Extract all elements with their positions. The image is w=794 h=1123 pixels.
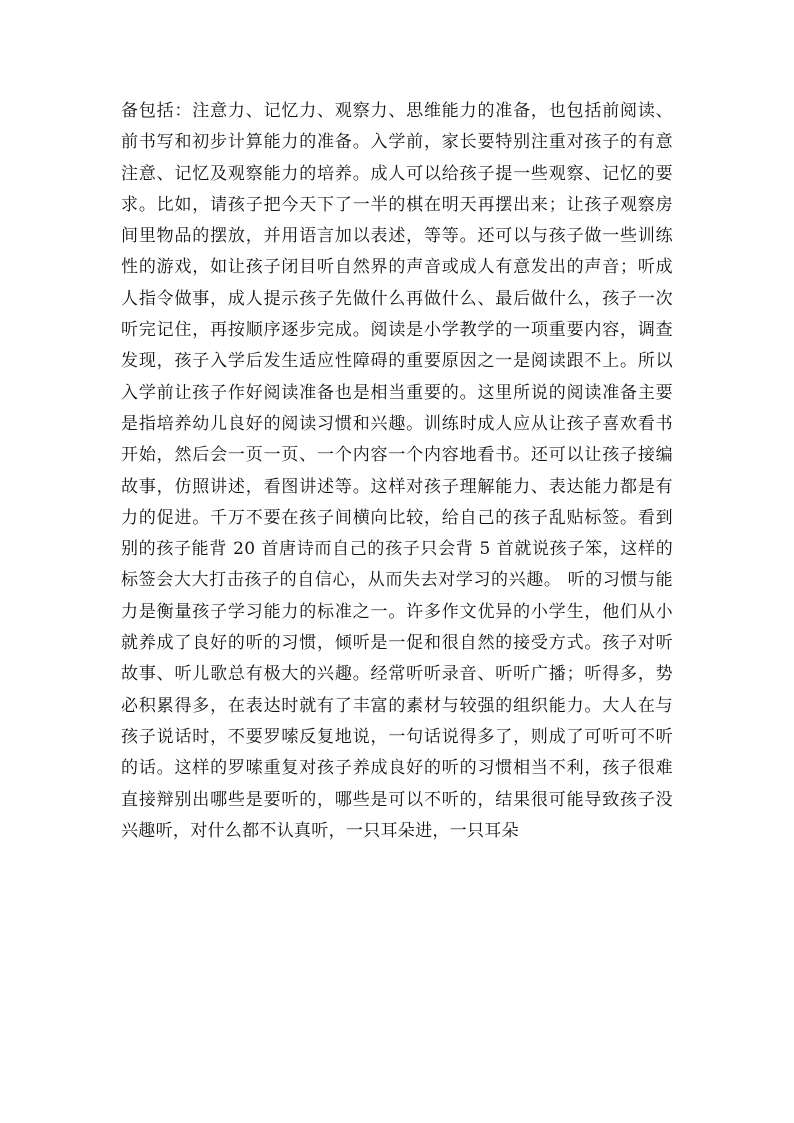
body-paragraph: 备包括：注意力、记忆力、观察力、思维能力的准备，也包括前阅读、前书写和初步计算能力的准备。入学前，家长要特别注重对孩子的有意注意、记忆及观察能力的培养。成人可以给孩子提一些观察、记忆的要求。比如，请孩子把今天下了一半的棋在明天再摆出来；让孩子观察房间里物品的摆放，并用语言加以表述，等等。还可以与孩子做一些训练性的游戏，如让孩子闭目听自然界的声音或成人有意发出的声音；听成人指令做事，成人提示孩子先做什么再做什么、最后做什么，孩子一次听完记住，再按顺序逐步完成。阅读是小学教学的一项重要内容，调查发现，孩子入学后发生适应性障碍的重要原因之一是阅读跟不上。所以入学前让孩子作好阅读准备也是相当重要的。这里所说的阅读准备主要是指培养幼儿良好的阅读习惯和兴趣。训练时成人应从让孩子喜欢看书开始，然后会一页一页、一个内容一个内容地看书。还可以让孩子接编故事，仿照讲述，看图讲述等。这样对孩子理解能力、表达能力都是有力的促进。千万不要在孩子间横向比较，给自己的孩子乱贴标签。看到别的孩子能背 20 首唐诗而自己的孩子只会背 5 首就说孩子笨，这样的标签会大大打击孩子的自信心，从而失去对学习的兴趣。 听的习惯与能力是衡量孩子学习能力的标准之一。许多作文优异的小学生，他们从小就养成了良好的听的习惯，倾听是一促和很自然的接受方式。孩子对听故事、听儿歌总有极大的兴趣。经常听听录音、听听广播；听得多，势必积累得多，在表达时就有了丰富的素材与较强的组织能力。大人在与孩子说话时，不要罗嗦反复地说，一句话说得多了，则成了可听可不听的话。这样的罗嗦重复对孩子养成良好的听的习惯相当不利，孩子很难直接辩别出哪些是要听的，哪些是可以不听的，结果很可能导致孩子没兴趣听，对什么都不认真听，一只耳朵进，一只耳朵 [121,101,673,841]
